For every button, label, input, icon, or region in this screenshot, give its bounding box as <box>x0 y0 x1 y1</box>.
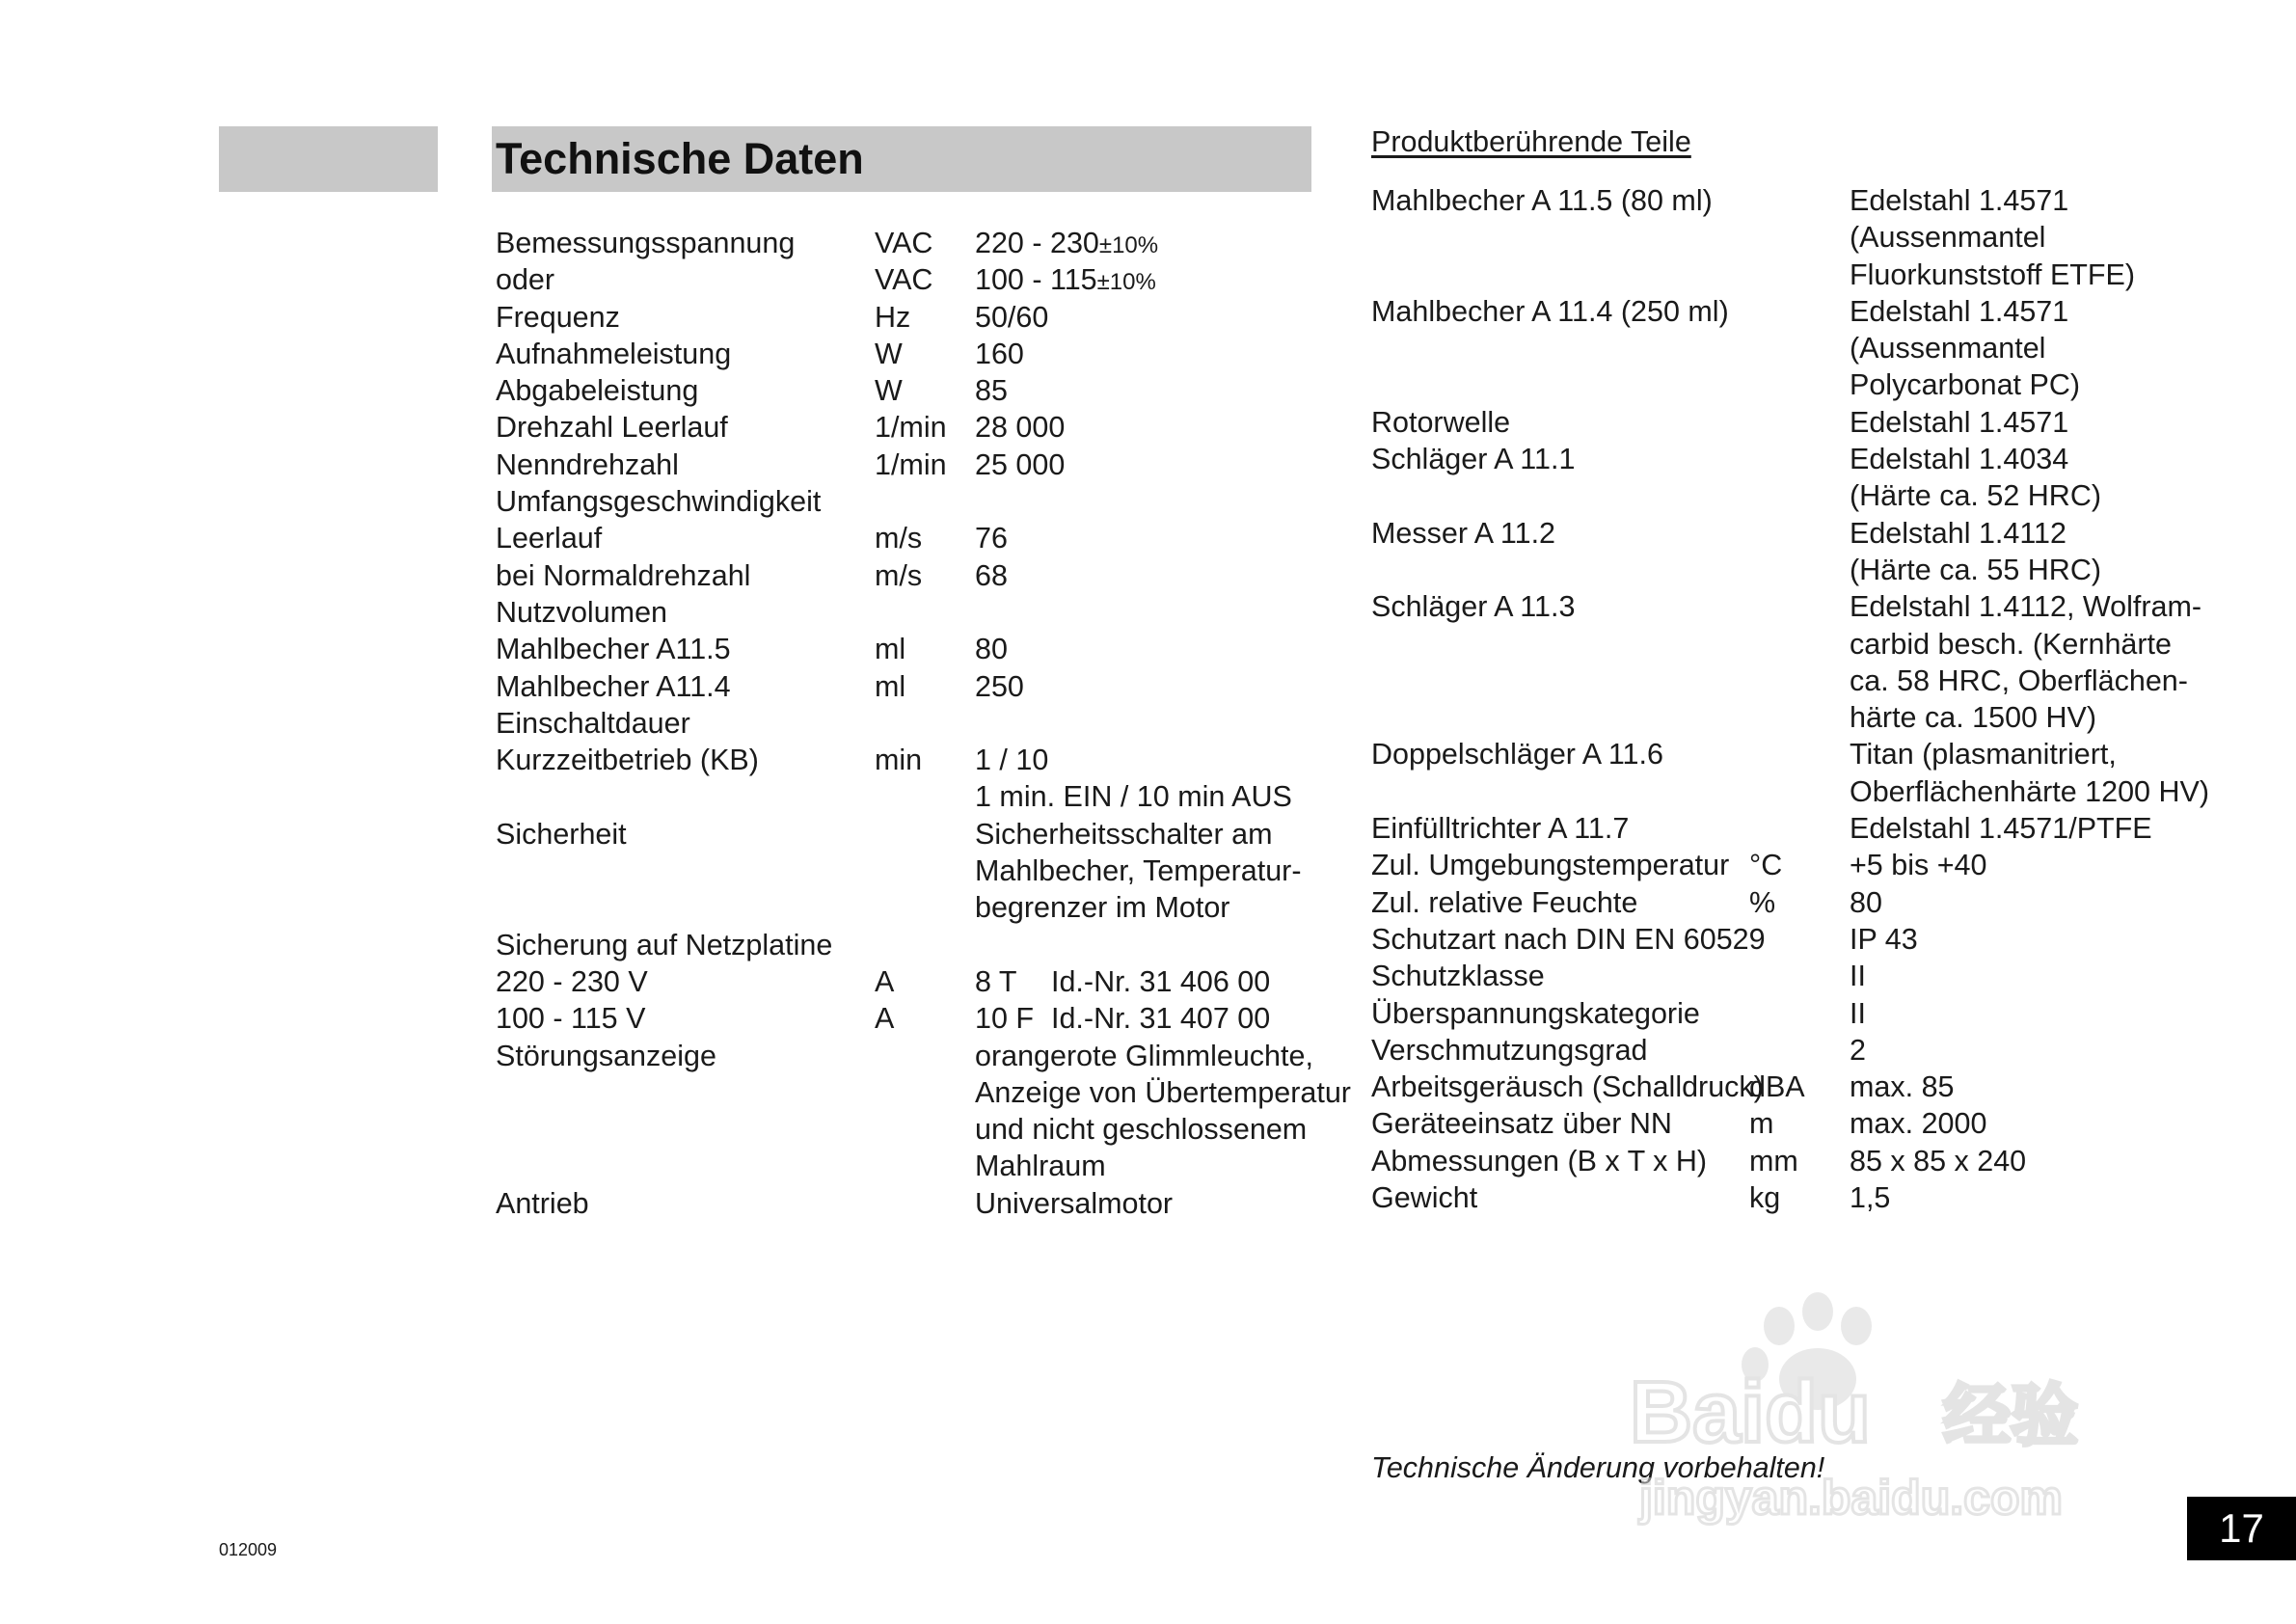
spec-row <box>1371 663 2239 699</box>
spec-row <box>496 816 1325 853</box>
spec-row <box>1371 884 2239 921</box>
spec-value: ca. 58 HRC, Oberflächen- <box>1850 663 2188 697</box>
spec-row <box>496 557 1325 594</box>
spec-row <box>1371 847 2239 883</box>
spec-row <box>496 668 1325 705</box>
watermark-url: jingyan.baidu.com <box>1639 1471 2063 1525</box>
spec-label: Verschmutzungsgrad <box>1371 1033 1648 1067</box>
spec-label: Störungsanzeige <box>496 1039 716 1072</box>
spec-unit: min <box>875 744 923 777</box>
spec-row <box>496 742 1325 778</box>
spec-label: Mahlbecher A 11.5 (80 ml) <box>1371 184 1713 217</box>
spec-row <box>1371 477 2239 514</box>
spec-unit: W <box>875 337 903 370</box>
spec-label: bei Normaldrehzahl <box>496 558 751 592</box>
spec-value: 28 000 <box>975 411 1066 445</box>
spec-row <box>1371 958 2239 994</box>
spec-unit: ml <box>875 669 906 703</box>
spec-row <box>1371 1032 2239 1069</box>
spec-value: max. 85 <box>1850 1070 1955 1104</box>
page-title: Technische Daten <box>496 134 864 183</box>
spec-value: carbid besch. (Kernhärte <box>1850 627 2172 661</box>
spec-row <box>1371 699 2239 736</box>
spec-row <box>496 1111 1325 1148</box>
spec-label: Zul. Umgebungstemperatur <box>1371 849 1730 882</box>
spec-label: Gewicht <box>1371 1181 1478 1215</box>
spec-value: 50/60 <box>975 300 1049 334</box>
spec-value: (Härte ca. 52 HRC) <box>1850 479 2102 513</box>
spec-row <box>496 299 1325 336</box>
spec-label: Geräteeinsatz über NN <box>1371 1107 1672 1141</box>
spec-label: Mahlbecher A 11.4 (250 ml) <box>1371 294 1729 328</box>
spec-value: begrenzer im Motor <box>975 891 1230 925</box>
spec-row <box>496 372 1325 409</box>
spec-row <box>496 483 1325 520</box>
spec-unit: °C <box>1749 849 1783 882</box>
spec-row <box>1371 773 2239 810</box>
spec-row <box>1371 552 2239 588</box>
spec-value: Sicherheitsschalter am <box>975 817 1273 851</box>
spec-row <box>496 963 1325 1000</box>
spec-value: II <box>1850 960 1866 993</box>
spec-unit: mm <box>1749 1144 1798 1177</box>
section-heading-product-parts: Produktberührende Teile <box>1371 125 1691 158</box>
spec-row <box>496 1038 1325 1074</box>
spec-row <box>1371 404 2239 441</box>
page-number: 17 <box>2187 1497 2296 1560</box>
spec-value: Edelstahl 1.4571 <box>1850 405 2069 439</box>
spec-value: und nicht geschlossenem <box>975 1113 1308 1147</box>
spec-label: Schutzart nach DIN EN 60529 <box>1371 922 1766 956</box>
spec-value: 100 - 115±10% <box>975 263 1156 297</box>
spec-label: Einfülltrichter A 11.7 <box>1371 812 1630 846</box>
spec-label: Bemessungsspannung <box>496 227 796 259</box>
tolerance-suffix: ±10% <box>1096 269 1156 296</box>
spec-row <box>496 336 1325 372</box>
spec-part-number: Id.-Nr. 31 406 00 <box>1051 964 1271 998</box>
spec-label: Kurzzeitbetrieb (KB) <box>496 744 759 777</box>
baidu-watermark-logo <box>1620 1273 2160 1533</box>
spec-label: Nenndrehzahl <box>496 447 679 481</box>
spec-value: 1 / 10 <box>975 744 1049 777</box>
spec-row <box>496 927 1325 963</box>
spec-unit: 1/min <box>875 447 947 481</box>
spec-row <box>496 778 1325 815</box>
spec-row <box>1371 219 2239 256</box>
spec-row <box>496 1148 1325 1184</box>
spec-row <box>496 705 1325 742</box>
spec-label: 100 - 115 V <box>496 1002 646 1036</box>
spec-row <box>1371 588 2239 625</box>
spec-value: IP 43 <box>1850 922 1918 956</box>
spec-value: Edelstahl 1.4571 <box>1850 294 2069 328</box>
spec-value: Fluorkunststoff ETFE) <box>1850 257 2136 291</box>
spec-value: Edelstahl 1.4571/PTFE <box>1850 812 2152 846</box>
spec-label: Schläger A 11.1 <box>1371 443 1576 476</box>
spec-value: 160 <box>975 337 1024 370</box>
spec-row <box>1371 1143 2239 1179</box>
spec-label: 220 - 230 V <box>496 964 648 998</box>
spec-label: Sicherung auf Netzplatine <box>496 928 833 961</box>
spec-row <box>1371 515 2239 552</box>
spec-label: Umfangsgeschwindigkeit <box>496 485 822 519</box>
spec-row <box>1371 1179 2239 1216</box>
spec-label: Rotorwelle <box>1371 405 1511 439</box>
spec-unit: % <box>1749 885 1776 919</box>
spec-value: orangerote Glimmleuchte, <box>975 1039 1313 1072</box>
spec-row <box>496 631 1325 667</box>
spec-label: Mahlbecher A11.4 <box>496 669 731 703</box>
spec-value: 76 <box>975 522 1008 555</box>
spec-row <box>1371 736 2239 772</box>
spec-value: 1,5 <box>1850 1181 1891 1215</box>
spec-value: Edelstahl 1.4112 <box>1850 516 2066 550</box>
spec-row <box>496 261 1325 298</box>
spec-label: Doppelschläger A 11.6 <box>1371 738 1663 771</box>
spec-value: Mahlraum <box>975 1150 1106 1183</box>
spec-row <box>1371 441 2239 477</box>
spec-unit: VAC <box>875 227 933 259</box>
document-code: 012009 <box>219 1540 278 1559</box>
footnote: Technische Änderung vorbehalten! <box>1371 1451 1825 1484</box>
spec-value: II <box>1850 996 1866 1030</box>
spec-unit: A <box>875 964 895 998</box>
spec-unit: W <box>875 374 903 408</box>
spec-value: 8 T <box>975 964 1017 998</box>
spec-value: 220 - 230±10% <box>975 227 1159 259</box>
spec-unit: m/s <box>875 558 923 592</box>
spec-label: Messer A 11.2 <box>1371 516 1556 550</box>
spec-value: (Aussenmantel <box>1850 221 2046 255</box>
spec-row <box>496 409 1325 446</box>
spec-label: Überspannungskategorie <box>1371 996 1700 1030</box>
spec-value: 85 x 85 x 240 <box>1850 1144 2027 1177</box>
spec-part-number: Id.-Nr. 31 407 00 <box>1051 1002 1271 1036</box>
spec-value: härte ca. 1500 HV) <box>1850 701 2097 735</box>
spec-label: Frequenz <box>496 300 620 334</box>
spec-value: 25 000 <box>975 447 1066 481</box>
spec-unit: A <box>875 1002 895 1036</box>
spec-unit: kg <box>1749 1181 1781 1215</box>
spec-value: max. 2000 <box>1850 1107 1987 1141</box>
spec-row <box>1371 995 2239 1032</box>
spec-value: Polycarbonat PC) <box>1850 368 2081 402</box>
header-grey-block <box>219 126 438 192</box>
tolerance-suffix: ±10% <box>1098 232 1159 258</box>
spec-label: Antrieb <box>496 1186 589 1220</box>
spec-row <box>1371 1105 2239 1142</box>
spec-value: 2 <box>1850 1033 1866 1067</box>
spec-value: +5 bis +40 <box>1850 849 1987 882</box>
spec-unit: dBA <box>1749 1070 1805 1104</box>
spec-row <box>1371 626 2239 663</box>
spec-value: 80 <box>1850 885 1882 919</box>
spec-unit: Hz <box>875 300 911 334</box>
product-parts-specs-list <box>1371 182 2239 1216</box>
spec-value: Titan (plasmanitriert, <box>1850 738 2117 771</box>
spec-row <box>496 520 1325 556</box>
spec-label: Mahlbecher A11.5 <box>496 633 731 666</box>
spec-label: Einschaltdauer <box>496 706 690 740</box>
spec-row <box>496 889 1325 926</box>
spec-row <box>1371 330 2239 366</box>
spec-row <box>1371 810 2239 847</box>
spec-label: Schläger A 11.3 <box>1371 590 1576 624</box>
spec-value: Edelstahl 1.4112, Wolfram- <box>1850 590 2202 624</box>
spec-label: Nutzvolumen <box>496 595 667 629</box>
spec-row <box>496 1000 1325 1037</box>
spec-value: Mahlbecher, Temperatur- <box>975 854 1302 888</box>
spec-label: Drehzahl Leerlauf <box>496 411 728 445</box>
spec-label: Aufnahmeleistung <box>496 337 732 370</box>
spec-value: Edelstahl 1.4571 <box>1850 184 2069 217</box>
spec-value: Edelstahl 1.4034 <box>1850 443 2069 476</box>
spec-unit: 1/min <box>875 411 947 445</box>
spec-value: 1 min. EIN / 10 min AUS <box>975 780 1292 814</box>
spec-unit: VAC <box>875 263 933 297</box>
spec-value: 10 F <box>975 1002 1035 1036</box>
spec-value: 85 <box>975 374 1008 408</box>
spec-row <box>496 1185 1325 1222</box>
technical-specs-list <box>496 225 1351 1222</box>
spec-row <box>496 225 1325 261</box>
spec-row <box>1371 921 2239 958</box>
spec-value: (Aussenmantel <box>1850 332 2046 365</box>
spec-label: Schutzklasse <box>1371 960 1545 993</box>
spec-value: (Härte ca. 55 HRC) <box>1850 553 2102 586</box>
spec-label: Sicherheit <box>496 817 627 851</box>
spec-value: Anzeige von Übertemperatur <box>975 1075 1351 1109</box>
spec-unit: m/s <box>875 522 923 555</box>
spec-value: 68 <box>975 558 1008 592</box>
spec-value: 250 <box>975 669 1024 703</box>
spec-value: 80 <box>975 633 1008 666</box>
spec-label: oder <box>496 263 555 297</box>
spec-row <box>1371 257 2239 293</box>
spec-row <box>1371 1069 2239 1105</box>
spec-row <box>496 447 1325 483</box>
spec-row <box>1371 182 2239 219</box>
spec-row <box>1371 366 2239 403</box>
spec-label: Arbeitsgeräusch (Schalldruck) <box>1371 1070 1764 1104</box>
spec-label: Leerlauf <box>496 522 603 555</box>
spec-label: Zul. relative Feuchte <box>1371 885 1638 919</box>
spec-row <box>496 1074 1351 1111</box>
spec-label: Abgabeleistung <box>496 374 699 408</box>
spec-unit: m <box>1749 1107 1774 1141</box>
spec-row <box>496 594 1325 631</box>
watermark-brand: Baidu <box>1630 1365 1872 1461</box>
spec-label: Abmessungen (B x T x H) <box>1371 1144 1708 1177</box>
spec-row <box>496 853 1325 889</box>
watermark-brand-cn: 经验 <box>1943 1376 2078 1455</box>
spec-value: Oberflächenhärte 1200 HV) <box>1850 774 2209 808</box>
spec-unit: ml <box>875 633 906 666</box>
spec-value: Universalmotor <box>975 1186 1174 1220</box>
spec-row <box>1371 293 2239 330</box>
